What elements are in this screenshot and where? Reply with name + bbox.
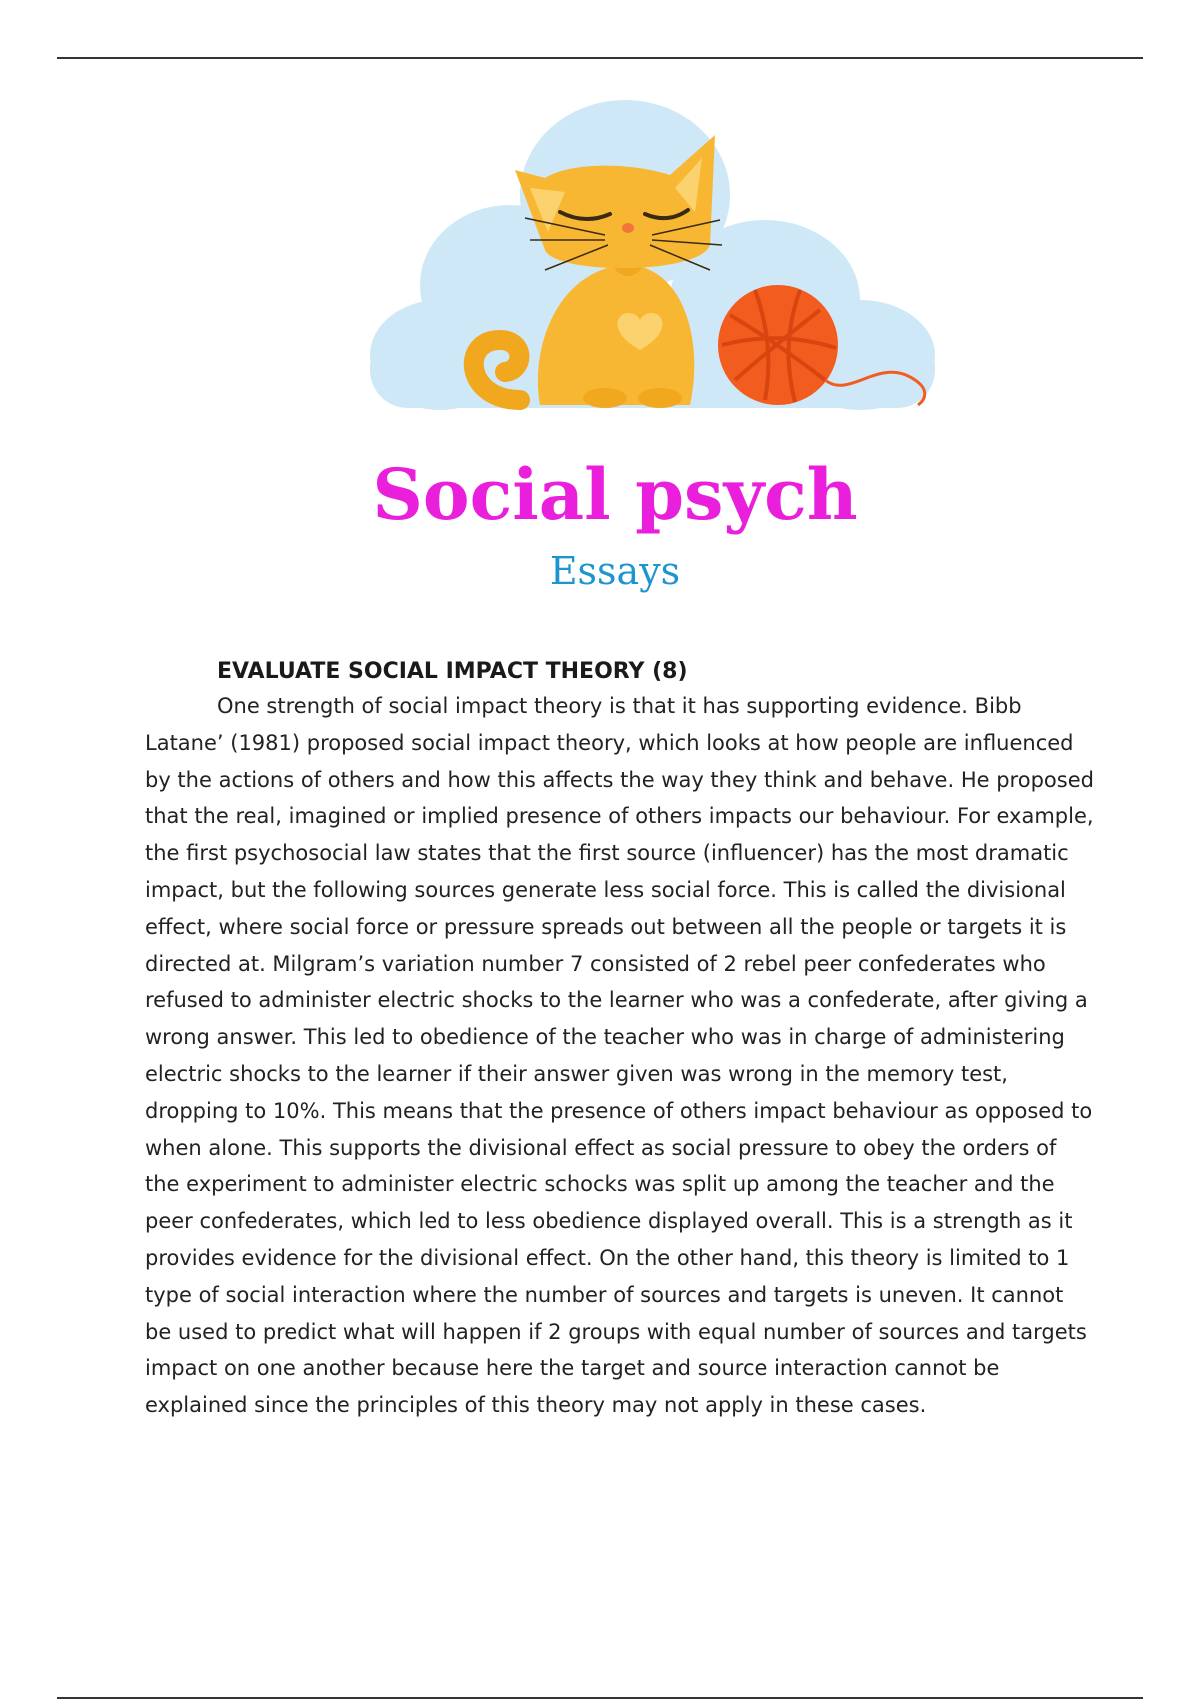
top-divider — [57, 57, 1143, 59]
page-title: Social psych — [372, 453, 858, 536]
cat-with-yarn-ball-icon — [370, 100, 940, 415]
page-subtitle: Essays — [549, 549, 681, 593]
essay-body: One strength of social impact theory is that it has supporting evidence. Bibb Latane’ (1981) proposed social impact theory, which looks at how people are influenced by the actions of others and how this affects the way they think and behave. He proposed that the real, imagined or implied presence of others impacts our behaviour. For example, the first psychosocial law states that the first source (influencer) has the most dramatic impact, but the following sources generate less social force. This is called the divisional effect, where social force or pressure spreads out between all the people or targets it is directed at. Milgram’s variation number 7 consisted of 2 rebel peer confederates who refused to administer electric shocks to the learner who was a confederate, after giving a wrong answer. This led to obedience of the teacher who was in charge of administering electric shocks to the learner if their answer given was wrong in the memory test, dropping to 10%. This means that the presence of others impact behaviour as opposed to when alone. This supports the divisional effect as social pressure to obey the orders of the experiment to administer electric schocks was split up among the teacher and the peer confederates, which led to less obedience displayed overall. This is a strength as it provides evidence for the divisional effect. On the other hand, this theory is limited to 1 type of social interaction where the number of sources and targets is uneven. It cannot be used to predict what will happen if 2 groups with equal number of sources and targets impact on one another because here the target and source interaction cannot be explained since the principles of this theory may not apply in these cases. — [145, 694, 1094, 1418]
essay-section — [145, 655, 1095, 1424]
bottom-divider — [57, 1697, 1143, 1699]
essay-heading: EVALUATE SOCIAL IMPACT THEORY (8) — [217, 659, 688, 684]
